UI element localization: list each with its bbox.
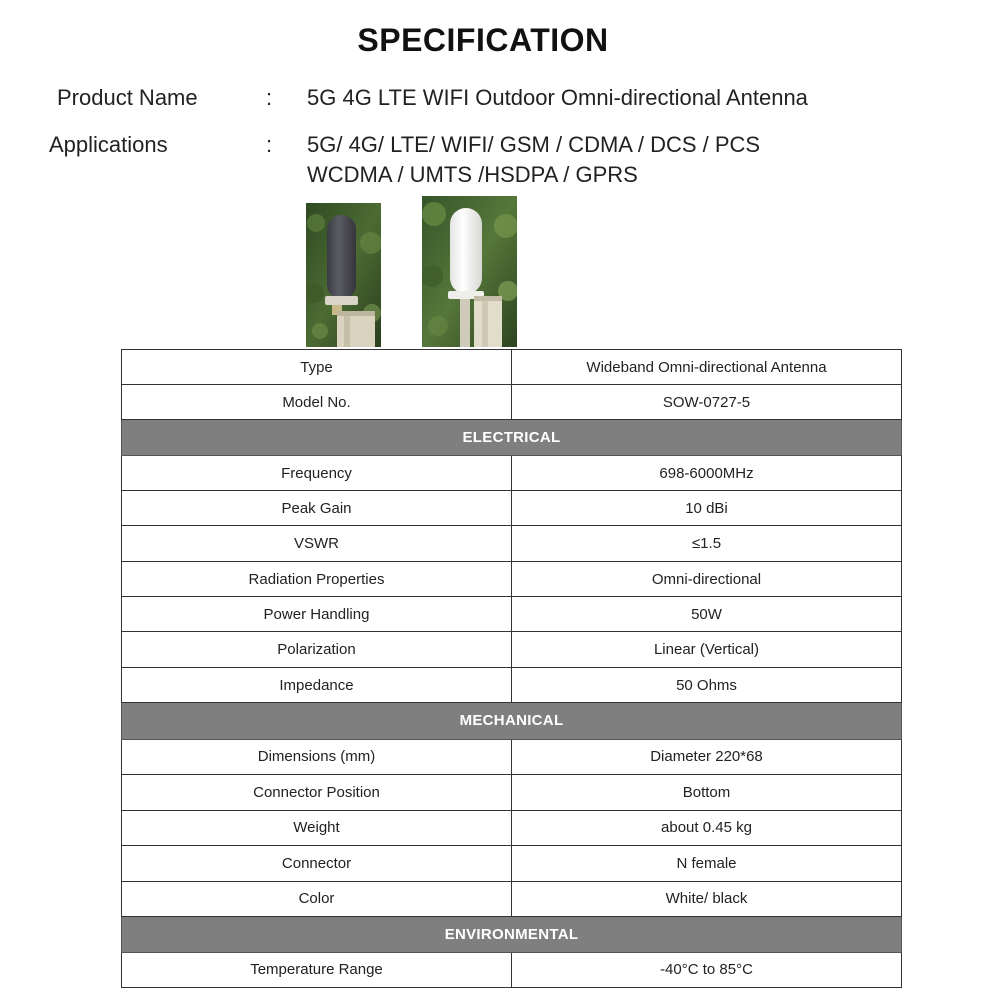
table-row xyxy=(122,385,902,420)
product-name-colon: : xyxy=(266,85,273,110)
table-row xyxy=(122,632,902,668)
table-row xyxy=(122,739,902,774)
spec-value-cell: Bottom xyxy=(512,774,902,810)
section-header-row xyxy=(122,703,902,739)
table-row xyxy=(122,456,902,491)
table-row xyxy=(122,845,902,881)
spec-label-cell: Dimensions (mm) xyxy=(122,739,512,774)
spec-label-cell: Radiation Properties xyxy=(122,562,512,597)
spec-label-cell: Type xyxy=(122,350,512,385)
spec-label-cell: Polarization xyxy=(122,632,512,668)
table-row xyxy=(122,562,902,597)
spec-value-cell: about 0.45 kg xyxy=(512,810,902,845)
spec-value-cell: Linear (Vertical) xyxy=(512,632,902,668)
spec-value-cell: SOW-0727-5 xyxy=(512,385,902,420)
spec-value-cell: 50 Ohms xyxy=(512,668,902,703)
table-row xyxy=(122,597,902,632)
section-header-row xyxy=(122,420,902,456)
spec-label-cell: Weight xyxy=(122,810,512,845)
spec-value-cell: 698-6000MHz xyxy=(512,456,902,491)
spec-label-cell: VSWR xyxy=(122,526,512,562)
applications-value xyxy=(307,130,760,190)
white-antenna-photo xyxy=(422,196,517,347)
product-name-value: 5G 4G LTE WIFI Outdoor Omni-directional Antenna xyxy=(307,85,808,110)
table-row xyxy=(122,668,902,703)
section-header-row xyxy=(122,916,902,952)
table-row xyxy=(122,350,902,385)
spec-label-cell: Model No. xyxy=(122,385,512,420)
page-title: SPECIFICATION xyxy=(357,22,609,58)
applications-colon: : xyxy=(266,132,273,157)
table-row xyxy=(122,881,902,916)
spec-label-cell: Temperature Range xyxy=(122,952,512,987)
table-row xyxy=(122,810,902,845)
spec-value-cell: Diameter 220*68 xyxy=(512,739,902,774)
spec-value-cell: White/ black xyxy=(512,881,902,916)
spec-label-cell: Color xyxy=(122,881,512,916)
spec-label-cell: Peak Gain xyxy=(122,491,512,526)
spec-label-cell: Connector Position xyxy=(122,774,512,810)
table-row xyxy=(122,526,902,562)
section-header-environmental: ENVIRONMENTAL xyxy=(122,916,902,952)
spec-label-cell: Frequency xyxy=(122,456,512,491)
applications-line: WCDMA / UMTS /HSDPA / GPRS xyxy=(307,162,638,187)
specification-table xyxy=(121,349,902,988)
spec-value-cell: -40°C to 85°C xyxy=(512,952,902,987)
section-header-electrical: ELECTRICAL xyxy=(122,420,902,456)
spec-value-cell: 10 dBi xyxy=(512,491,902,526)
black-antenna-photo xyxy=(306,203,381,347)
spec-label-cell: Impedance xyxy=(122,668,512,703)
spec-value-cell: 50W xyxy=(512,597,902,632)
table-row xyxy=(122,774,902,810)
spec-value-cell: Wideband Omni-directional Antenna xyxy=(512,350,902,385)
product-name-label: Product Name xyxy=(57,85,198,110)
applications-line: 5G/ 4G/ LTE/ WIFI/ GSM / CDMA / DCS / PCS xyxy=(307,132,761,157)
spec-value-cell: Omni-directional xyxy=(512,562,902,597)
spec-label-cell: Power Handling xyxy=(122,597,512,632)
spec-value-cell: ≤1.5 xyxy=(512,526,902,562)
white-antenna-image xyxy=(422,196,517,347)
spec-label-cell: Connector xyxy=(122,845,512,881)
spec-value-cell: N female xyxy=(512,845,902,881)
applications-label: Applications xyxy=(49,132,168,157)
section-header-mechanical: MECHANICAL xyxy=(122,703,902,739)
table-row xyxy=(122,491,902,526)
black-antenna-image xyxy=(306,203,381,347)
table-row xyxy=(122,952,902,987)
